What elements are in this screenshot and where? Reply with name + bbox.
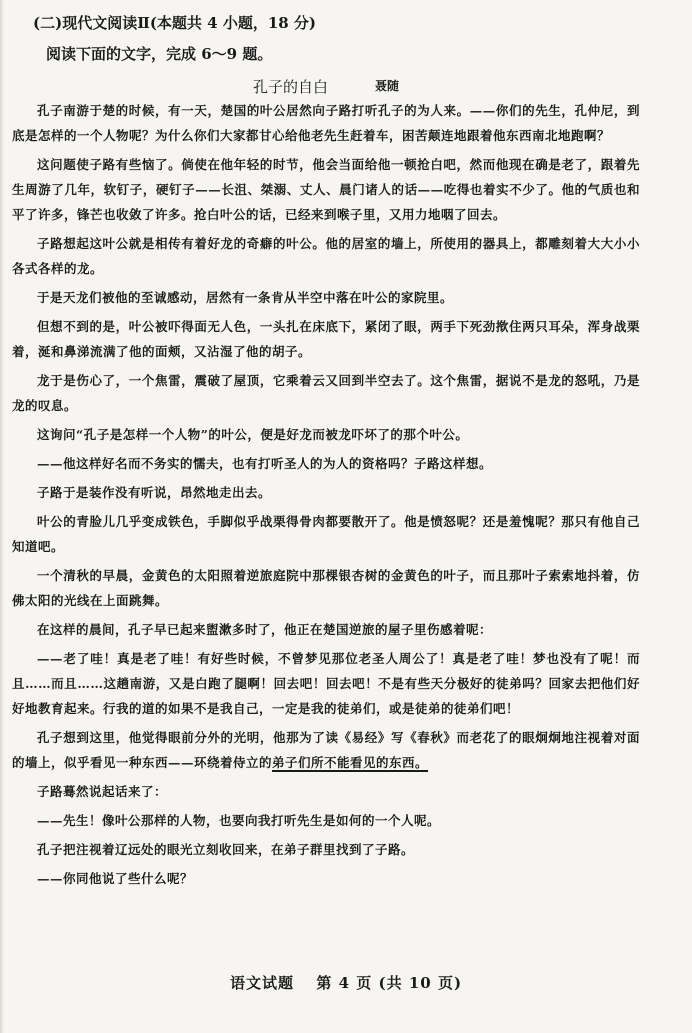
paragraph-12: 在这样的晨间，孔子早已起来盥漱多时了，他正在楚国逆旅的屋子里伤感着呢： — [37, 622, 493, 637]
paragraph-8: ——他这样好名而不务实的懦夫，也有打听圣人的为人的资格吗？子路这样想。 — [37, 456, 493, 471]
footer-label: 语文试题 — [229, 974, 294, 992]
paragraph-11: 一个清秋的早晨，金黄色的太阳照着逆旅庭院中那棵银杏树的金黄色的叶子，而且那叶子索索地抖着，仿佛太阳的光线在上面跳舞。 — [12, 568, 640, 608]
underlined-phrase: 弟子们所不能看见的东西。 — [272, 755, 429, 770]
paragraph-13: ——老了哇！真是老了哇！有好些时候，不曾梦见那位老圣人周公了！真是老了哇！梦也没有了呢！而且……而且……这趟南游，又是白跑了腿啊！回去吧！回去吧！不是有些天分极好的徒弟吗？回家去把他们好好地教育起来。行我的道的如果不是我自己，一定是我的徒弟们，或是徒弟的徒弟们吧！ — [12, 651, 640, 716]
article-title: 孔子的自白 — [253, 78, 329, 96]
article-title-row — [0, 76, 692, 96]
article-body — [12, 98, 640, 895]
paragraph-6: 龙于是伤心了，一个焦雷，震破了屋顶，它乘着云又回到半空去了。这个焦雷，据说不是龙的怒吼，乃是龙的叹息。 — [12, 373, 640, 413]
reading-instruction: 阅读下面的文字，完成 6～9 题。 — [46, 45, 273, 63]
paragraph-10: 叶公的青脸儿几乎变成铁色，手脚似乎战栗得骨肉都要散开了。他是愤怒呢？还是羞愧呢？那只有他自己知道吧。 — [12, 514, 640, 554]
paragraph-3: 子路想起这叶公就是相传有着好龙的奇癖的叶公。他的居室的墙上，所使用的器具上，都雕刻着大大小小各式各样的龙。 — [12, 236, 640, 276]
paragraph-5: 但想不到的是，叶公被吓得面无人色，一头扎在床底下，紧闭了眼，两手下死劲揿住两只耳朵，浑身战栗着，涎和鼻涕流满了他的面颊，又沾湿了他的胡子。 — [12, 319, 640, 359]
paragraph-16: ——先生！像叶公那样的人物，也要向我打听先生是如何的一个人呢。 — [37, 813, 441, 828]
paragraph-1: 孔子南游于楚的时候，有一天，楚国的叶公居然向子路打听孔子的为人来。——你们的先生，孔仲尼，到底是怎样的一个人物呢？为什么你们大家都甘心给他老先生赶着车，困苦颠连地跟着他东西南北地跑啊？ — [12, 103, 640, 143]
paragraph-9: 子路于是装作没有听说，昂然地走出去。 — [37, 485, 272, 500]
article-author: 聂随 — [375, 79, 400, 93]
paragraph-4: 于是天龙们被他的至诚感动，居然有一条肯从半空中落在叶公的家院里。 — [37, 290, 454, 305]
page-edge-shadow — [0, 0, 4, 1033]
paragraph-15: 子路蓦然说起话来了： — [37, 784, 168, 799]
footer-page-number: 第 4 页 (共 10 页) — [316, 974, 463, 992]
paragraph-17: 孔子把注视着辽远处的眼光立刻收回来，在弟子群里找到了子路。 — [37, 842, 415, 857]
paragraph-7: 这询问“孔子是怎样一个人物”的叶公，便是好龙而被龙吓坏了的那个叶公。 — [37, 427, 469, 442]
paragraph-2: 这问题使子路有些恼了。倘使在他年轻的时节，他会当面给他一顿抢白吧，然而他现在确是老了，跟着先生周游了几年，软钉子，硬钉子——长沮、桀溺、丈人、晨门诸人的话——吃得也着实不少了。他的气质也和平了许多，锋芒也收敛了许多。抢白叶公的话，已经来到喉子里，又用力地咽了回去。 — [12, 157, 640, 222]
section-header: (二)现代文阅读Ⅱ(本题共 4 小题，18 分) — [33, 14, 317, 32]
paragraph-18: ——你同他说了些什么呢？ — [37, 871, 194, 886]
paragraph-14-underlined: 孔子想到这里，他觉得眼前分外的光明，他那为了读《易经》写《春秋》而老花了的眼炯炯地注视着对面的墙上，似乎看见一种东西——环绕着侍立的弟子们所不能看见的东西。 — [12, 730, 640, 770]
page-footer — [0, 972, 692, 993]
